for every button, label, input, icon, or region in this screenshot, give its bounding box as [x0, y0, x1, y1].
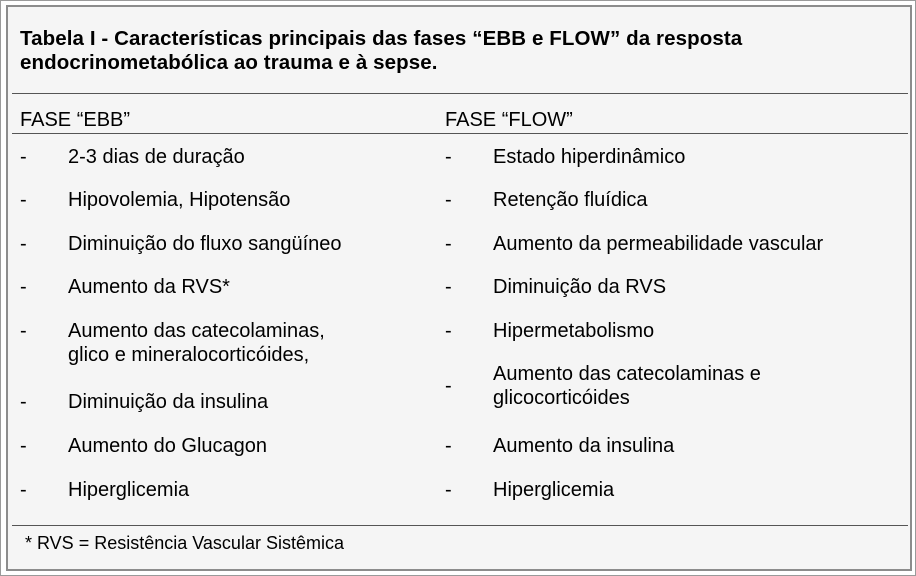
- flow-item-text: Hiperglicemia: [493, 479, 615, 501]
- bullet-dash: -: [445, 233, 452, 255]
- footnote-divider: [12, 525, 908, 526]
- flow-item-text: Diminuição da RVS: [493, 276, 667, 298]
- ebb-item-text: Aumento da RVS*: [68, 276, 230, 298]
- bullet-dash: -: [20, 233, 27, 255]
- bullet-dash: -: [20, 479, 27, 501]
- column-header-ebb: FASE “EBB”: [20, 109, 131, 131]
- bullet-dash: -: [445, 146, 452, 168]
- flow-item-text: Hipermetabolismo: [493, 320, 655, 342]
- title-line-1: Tabela I - Características principais das fases “EBB e FLOW” da resposta: [20, 27, 743, 50]
- flow-item-text: Retenção fluídica: [493, 189, 648, 211]
- bullet-dash: -: [20, 189, 27, 211]
- flow-item-text-cont: glicocorticóides: [493, 387, 630, 409]
- bullet-dash: -: [445, 320, 452, 342]
- flow-item-text: Aumento da permeabilidade vascular: [493, 233, 824, 255]
- header-divider: [12, 133, 908, 134]
- bullet-dash: -: [445, 479, 452, 501]
- title-divider: [12, 93, 908, 94]
- ebb-item-text: Hipovolemia, Hipotensão: [68, 189, 291, 211]
- footnote: * RVS = Resistência Vascular Sistêmica: [25, 533, 344, 553]
- bullet-dash: -: [445, 435, 452, 457]
- flow-item-text: Aumento das catecolaminas e: [493, 363, 761, 385]
- table-panel: [6, 5, 912, 571]
- column-header-flow: FASE “FLOW”: [445, 109, 573, 131]
- ebb-item-text-cont: glico e mineralocorticóides,: [68, 344, 310, 366]
- ebb-item-text: Aumento do Glucagon: [68, 435, 268, 457]
- ebb-item-text: Aumento das catecolaminas,: [68, 320, 325, 342]
- bullet-dash: -: [20, 146, 27, 168]
- bullet-dash: -: [20, 391, 27, 413]
- bullet-dash: -: [20, 276, 27, 298]
- flow-item-text: Aumento da insulina: [493, 435, 675, 457]
- ebb-item-text: Diminuição da insulina: [68, 391, 269, 413]
- ebb-item-text: Diminuição do fluxo sangüíneo: [68, 233, 342, 255]
- title-line-2: endocrinometabólica ao trauma e à sepse.: [20, 51, 438, 74]
- bullet-dash: -: [20, 320, 27, 342]
- bullet-dash: -: [445, 276, 452, 298]
- ebb-item-text: 2-3 dias de duração: [68, 146, 245, 168]
- flow-item-text: Estado hiperdinâmico: [493, 146, 686, 168]
- table-title: [20, 27, 910, 75]
- bullet-dash: -: [445, 189, 452, 211]
- ebb-item-text: Hiperglicemia: [68, 479, 190, 501]
- bullet-dash: -: [20, 435, 27, 457]
- bullet-dash: -: [445, 375, 452, 397]
